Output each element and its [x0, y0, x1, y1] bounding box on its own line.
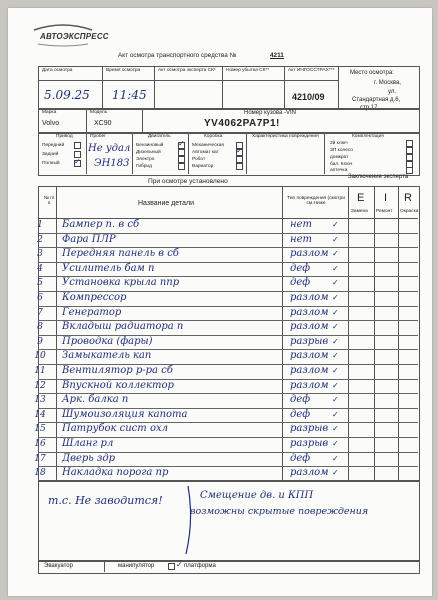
row-part-name: Бампер п. в сб [62, 219, 140, 230]
row-number: 5 [37, 278, 43, 289]
row-number: 15 [34, 424, 46, 435]
row-number: 11 [34, 366, 46, 376]
row-damage-type: разлом [290, 365, 329, 376]
row-damage-type: разлом [290, 467, 329, 479]
damage-features-label: Характеристика повреждения [252, 134, 319, 139]
right-note-line-2: возможны скрытые повреждения [190, 506, 369, 517]
mileage-label: Пробег [90, 134, 106, 139]
evacuator-label: Эвакуатор [44, 563, 73, 569]
company-logo [30, 22, 109, 48]
platform-label: платформа [184, 563, 216, 569]
engine-option-diesel: Дизельный [136, 150, 161, 155]
checkmark-icon: ✓ [236, 146, 243, 155]
kit-spare-checkbox[interactable] [406, 147, 413, 154]
checkmark-icon: ✓ [74, 157, 81, 166]
row-damage-type: разлом [290, 321, 329, 333]
col-e-header: E [357, 192, 365, 204]
col-name-header: Название детали [138, 200, 194, 207]
gearbox-label: Коробка [204, 134, 223, 139]
gearbox-robot-checkbox[interactable] [236, 156, 243, 163]
engine-option-petrol: Бензиновый [136, 143, 164, 148]
checkmark-icon: ✓ [332, 307, 339, 317]
col-e-sub: Замена [351, 209, 368, 214]
row-damage-type: нет [290, 219, 312, 230]
row-part-name: Дверь здр [62, 452, 116, 464]
row-number: 8 [37, 322, 43, 333]
row-damage-type: нет [290, 233, 312, 245]
checkmark-icon: ✓ [332, 395, 339, 405]
right-note-line-1: Смещение дв. и КПП [200, 490, 314, 501]
drive-option-rear: Задний [42, 152, 59, 157]
row-damage-type: разрыв [290, 438, 329, 449]
row-number: 10 [34, 351, 46, 362]
claim-number-label: Номер убытка СК** [226, 68, 270, 73]
time-value: 11:45 [112, 88, 147, 102]
vin-label: Номер кузова -VIN [244, 110, 296, 116]
row-part-name: Впускной коллектор [62, 379, 174, 391]
checkmark-icon: ✓ [332, 263, 339, 273]
left-note: т.с. Не заводится! [48, 494, 163, 507]
row-number: 16 [34, 439, 46, 449]
act-title: Акт осмотра транспортного средства № [118, 52, 237, 59]
row-part-name: Замыкатель кап [62, 350, 152, 362]
row-part-name: Усилитель бам п [62, 262, 155, 274]
row-damage-type: разлом [290, 248, 329, 260]
checkmark-icon: ✓ [332, 453, 339, 463]
make-label: Марка [42, 110, 57, 115]
inspection-act-sheet [8, 8, 432, 596]
gearbox-option-cvt: Вариатор [192, 164, 214, 169]
checkmark-icon: ✓ [178, 139, 185, 148]
row-number: 12 [34, 380, 46, 391]
row-number: 3 [37, 249, 43, 260]
mileage-hand-1: Не удал [88, 143, 131, 154]
kit-label: Комплектация [352, 134, 384, 139]
row-part-name: Накладка порога пр [62, 467, 169, 479]
manipulator-label: манипулятор [118, 563, 155, 569]
col-r-header: R [404, 192, 412, 204]
row-damage-type: деф [290, 394, 311, 406]
date-value: 5.09.25 [44, 88, 90, 102]
gearbox-cvt-checkbox[interactable] [236, 163, 243, 170]
model-value: XC90 [94, 120, 112, 127]
row-part-name: Проводка (фары) [62, 335, 153, 347]
engine-option-hybrid: Гибрид [136, 164, 152, 169]
row-damage-type: разлом [290, 379, 329, 391]
model-label: Модель [90, 110, 108, 115]
row-damage-type: деф [290, 408, 311, 420]
checkmark-icon: ✓ [332, 351, 339, 361]
row-part-name: Вентилятор р-ра сб [62, 365, 173, 376]
place-line-4: стр.17 [360, 105, 378, 111]
kit-option-key: 2й ключ [330, 141, 348, 146]
kit-firstaid-checkbox[interactable] [406, 167, 413, 174]
kit-option-firstaid: аптечка [330, 168, 348, 173]
checkmark-icon: ✓ [332, 366, 339, 375]
row-damage-type: разрыв [290, 335, 329, 347]
drive-label: Привод [56, 134, 73, 139]
drive-option-front: Передний [42, 143, 65, 148]
col-num-header: № п/п [43, 196, 55, 207]
row-damage-type: деф [290, 452, 311, 464]
ingos-act-label: Акт ИНГОССТРАХ*** [288, 68, 335, 73]
row-number: 13 [34, 395, 46, 406]
row-number: 14 [34, 409, 46, 420]
col-i-sub: Ремонт [376, 209, 393, 214]
vin-value: YV4062PA7P1! [204, 118, 280, 129]
checkmark-icon: ✓ [332, 424, 339, 434]
gearbox-option-robot: Робот [192, 157, 206, 162]
expert-act-label: Акт осмотра эксперта СК* [158, 68, 216, 73]
drive-front-checkbox[interactable] [74, 142, 81, 149]
logo-text: АВТОЭКСПРЕСС [40, 32, 109, 41]
row-number: 9 [37, 336, 43, 347]
row-part-name: Вкладыш радиатора п [62, 321, 184, 333]
engine-diesel-checkbox[interactable] [178, 149, 185, 156]
place-line-1: г. Москва, [374, 80, 401, 86]
engine-option-electric: Электро [136, 157, 155, 162]
gearbox-option-auto: Автомат кат [192, 150, 219, 155]
row-number: 4 [37, 263, 43, 274]
col-type-header: Тип повреждения (смотри см.Ниже [287, 196, 345, 207]
conclusion-title: Заключение эксперта [348, 174, 409, 180]
row-damage-type: разлом [290, 350, 329, 362]
row-number: 2 [37, 234, 43, 245]
gearbox-option-manual: Механическая [192, 143, 224, 148]
kit-option-spare: ЗП колесо [330, 148, 353, 153]
checkmark-icon: ✓ [332, 293, 339, 302]
inspection-place-label: Место осмотра: [350, 70, 394, 76]
mileage-hand-2: ЭН183 [94, 158, 130, 169]
act-number: 4211 [270, 52, 284, 59]
row-part-name: Шумоизоляция капота [62, 408, 188, 420]
checkmark-icon: ✓ [332, 322, 339, 332]
engine-label: Двигатель [148, 134, 171, 139]
checkmark-icon: ✓ [176, 560, 183, 569]
make-value: Volvo [42, 120, 60, 127]
checkmark-icon: ✓ [332, 336, 339, 346]
engine-electric-checkbox[interactable] [178, 156, 185, 163]
drive-option-awd: Полный [42, 161, 60, 166]
kit-key-checkbox[interactable] [406, 140, 413, 147]
checkmark-icon: ✓ [332, 380, 339, 390]
checkmark-icon: ✓ [332, 468, 339, 478]
engine-hybrid-checkbox[interactable] [178, 163, 185, 170]
kit-option-jack: домкрат [330, 155, 349, 160]
row-damage-type: деф [290, 277, 311, 289]
place-line-3: Стандартная д.6, [352, 97, 401, 103]
row-part-name: Установка крыла ппр [62, 277, 180, 289]
row-damage-type: разлом [290, 292, 329, 303]
kit-jack-checkbox[interactable] [406, 154, 413, 161]
row-part-name: Арк. балка п [62, 394, 129, 406]
checkmark-icon: ✓ [332, 220, 339, 229]
row-part-name: Шланг рл [62, 438, 114, 449]
col-r-sub: Окраска [400, 209, 419, 214]
row-number: 6 [37, 293, 43, 303]
checkmark-icon: ✓ [332, 234, 339, 244]
checkmark-icon: ✓ [332, 409, 339, 419]
ingos-act-value: 4210/09 [292, 92, 325, 102]
row-part-name: Генератор [62, 306, 122, 318]
row-part-name: Фара ПЛР [62, 233, 116, 245]
row-number: 18 [34, 468, 46, 479]
kit-option-wrench: бал. Ключ [330, 162, 353, 167]
col-i-header: I [384, 192, 388, 204]
checkmark-icon: ✓ [332, 278, 339, 288]
row-number: 7 [37, 307, 43, 318]
row-damage-type: разлом [290, 306, 329, 318]
time-label: Время осмотра [106, 68, 141, 73]
row-part-name: Передняя панель в сб [62, 248, 179, 260]
checkmark-icon: ✓ [332, 249, 339, 259]
row-damage-type: деф [290, 262, 311, 274]
row-number: 17 [34, 453, 46, 464]
row-part-name: Компрессор [62, 292, 127, 303]
inspection-section-title: При осмотре установлено [148, 178, 228, 185]
place-line-2: ул. [388, 89, 397, 95]
footer-table [38, 560, 420, 574]
date-label: Дата осмотра [42, 68, 73, 73]
row-part-name: Патрубок сист охл [62, 423, 168, 435]
manipulator-checkbox[interactable] [168, 563, 175, 570]
row-number: 1 [37, 220, 43, 230]
checkmark-icon: ✓ [332, 439, 339, 448]
row-damage-type: разрыв [290, 423, 329, 435]
